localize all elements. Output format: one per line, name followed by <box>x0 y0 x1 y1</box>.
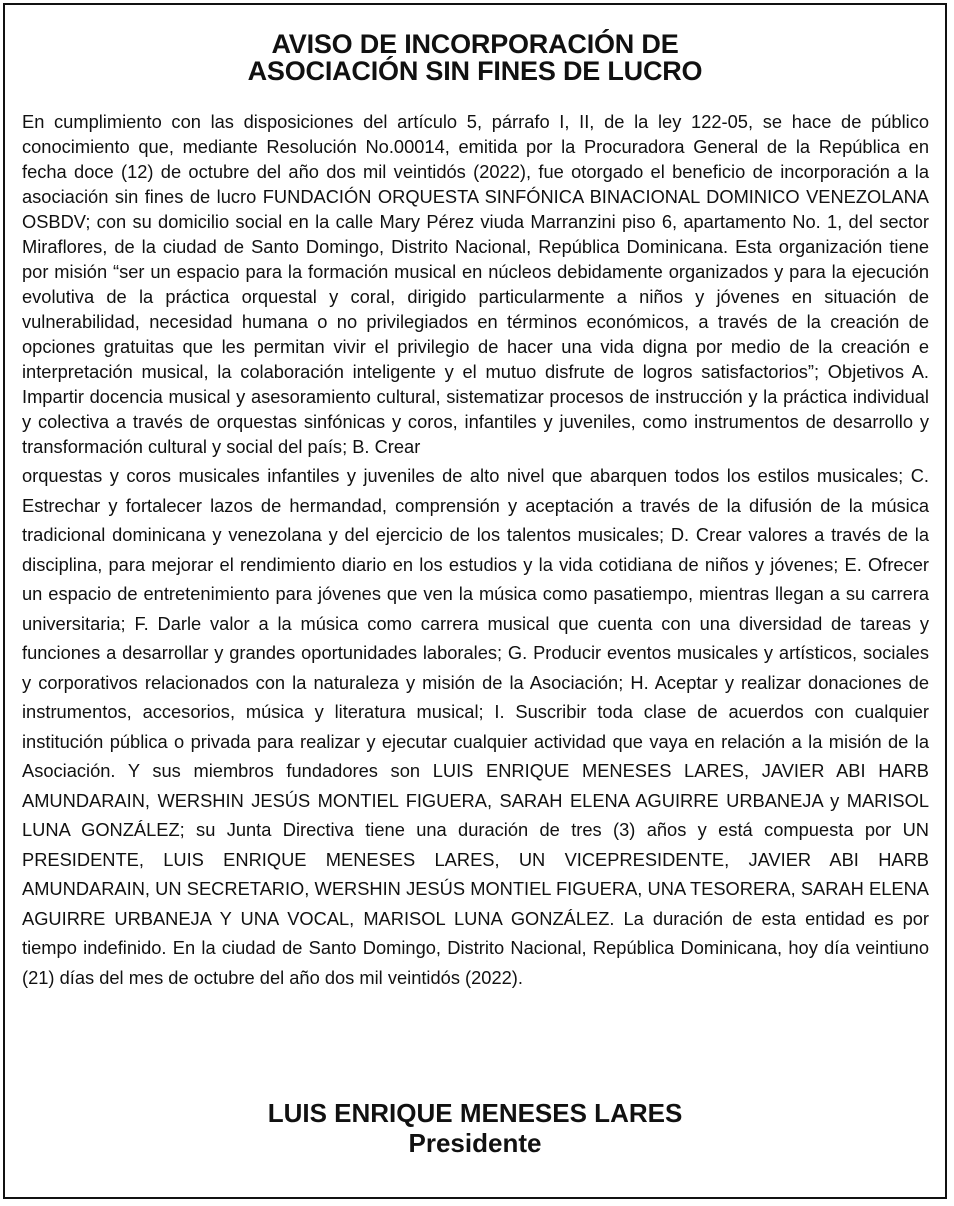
title-line-1: AVISO DE INCORPORACIÓN DE <box>271 29 679 59</box>
body-paragraph-part-1: En cumplimiento con las disposiciones del artículo 5, párrafo I, II, de la ley 122-05, se hace de público conocimiento que, mediante Resolución No.00014, emitida por la Procuradora General de la República en fecha doce (12) de octubre del año dos mil veintidós (2022), fue otorgado el beneficio de incorporación a la asociación sin fines de lucro FUNDACIÓN ORQUESTA SINFÓNICA BINACIONAL DOMINICO VENEZOLANA OSBDV; con su domicilio social en la calle Mary Pérez viuda Marranzini piso 6, apartamento No. 1, del sector Miraflores, de la ciudad de Santo Domingo, Distrito Nacional, República Dominicana. Esta organización tiene por misión “ser un espacio para la formación musical en núcleos debidamente organizados y para la ejecución evolutiva de la práctica orquestal y coral, dirigido particularmente a niños y jóvenes en situación de vulnerabilidad, necesidad humana o no privilegiados en términos económicos, a través de la creación de opciones gratuitas que les permitan vivir el privilegio de hacer una vida digna por medio de la creación e interpretación musical, la colaboración inteligente y el mutuo disfrute de logros satisfactorios”; Objetivos A. Impartir docencia musical y asesoramiento cultural, sistematizar procesos de instrucción y la práctica individual y colectiva a través de orquestas sinfónicas y coros, infantiles y juveniles, como instrumentos de desarrollo y transformación cultural y social del país; B. Crear <box>22 111 929 457</box>
signature-block <box>5 1098 945 1158</box>
notice-body <box>22 109 929 992</box>
title-line-2: ASOCIACIÓN SIN FINES DE LUCRO <box>247 56 703 86</box>
notice-title <box>5 31 945 85</box>
body-paragraph-part-2: orquestas y coros musicales infantiles y juveniles de alto nivel que abarquen todos los estilos musicales; C. Estrechar y fortalecer lazos de hermandad, comprensión y aceptación a través de la difusión de la música tradicional dominicana y venezolana y del ejercicio de los talentos musicales; D. Crear valores a través de la disciplina, para mejorar el rendimiento diario en los estudios y la vida cotidiana de niños y jóvenes; E. Ofrecer un espacio de entretenimiento para jóvenes que ven la música como pasatiempo, mientras llegan a su carrera universitaria; F. Darle valor a la música como carrera musical que cuenta con una diversidad de tareas y funciones a desarrollar y grandes oportunidades laborales; G. Producir eventos musicales y artísticos, sociales y corporativos relacionados con la naturaleza y misión de la Asociación; H. Aceptar y realizar donaciones de instrumentos, accesorios, música y literatura musical; I. Suscribir toda clase de acuerdos con cualquier institución pública o privada para realizar y ejecutar cualquier actividad que vaya en relación a la misión de la Asociación. Y sus miembros fundadores son LUIS ENRIQUE MENESES LARES, JAVIER ABI HARB AMUNDARAIN, WERSHIN JESÚS MONTIEL FIGUERA, SARAH ELENA AGUIRRE URBANEJA y MARISOL LUNA GONZÁLEZ; su Junta Directiva tiene una duración de tres (3) años y está compuesta por UN PRESIDENTE, LUIS ENRIQUE MENESES LARES, UN VICEPRESIDENTE, JAVIER ABI HARB AMUNDARAIN, UN SECRETARIO, WERSHIN JESÚS MONTIEL FIGUERA, UNA TESORERA, SARAH ELENA AGUIRRE URBANEJA Y UNA VOCAL, MARISOL LUNA GONZÁLEZ. La duración de esta entidad es por tiempo indefinido. En la ciudad de Santo Domingo, Distrito Nacional, República Dominicana, hoy día veintiuno (21) días del mes de octubre del año dos mil veintidós (2022). <box>22 465 929 988</box>
signer-name: LUIS ENRIQUE MENESES LARES <box>267 1098 683 1128</box>
notice-border <box>3 3 947 1199</box>
signer-role: Presidente <box>408 1128 542 1158</box>
